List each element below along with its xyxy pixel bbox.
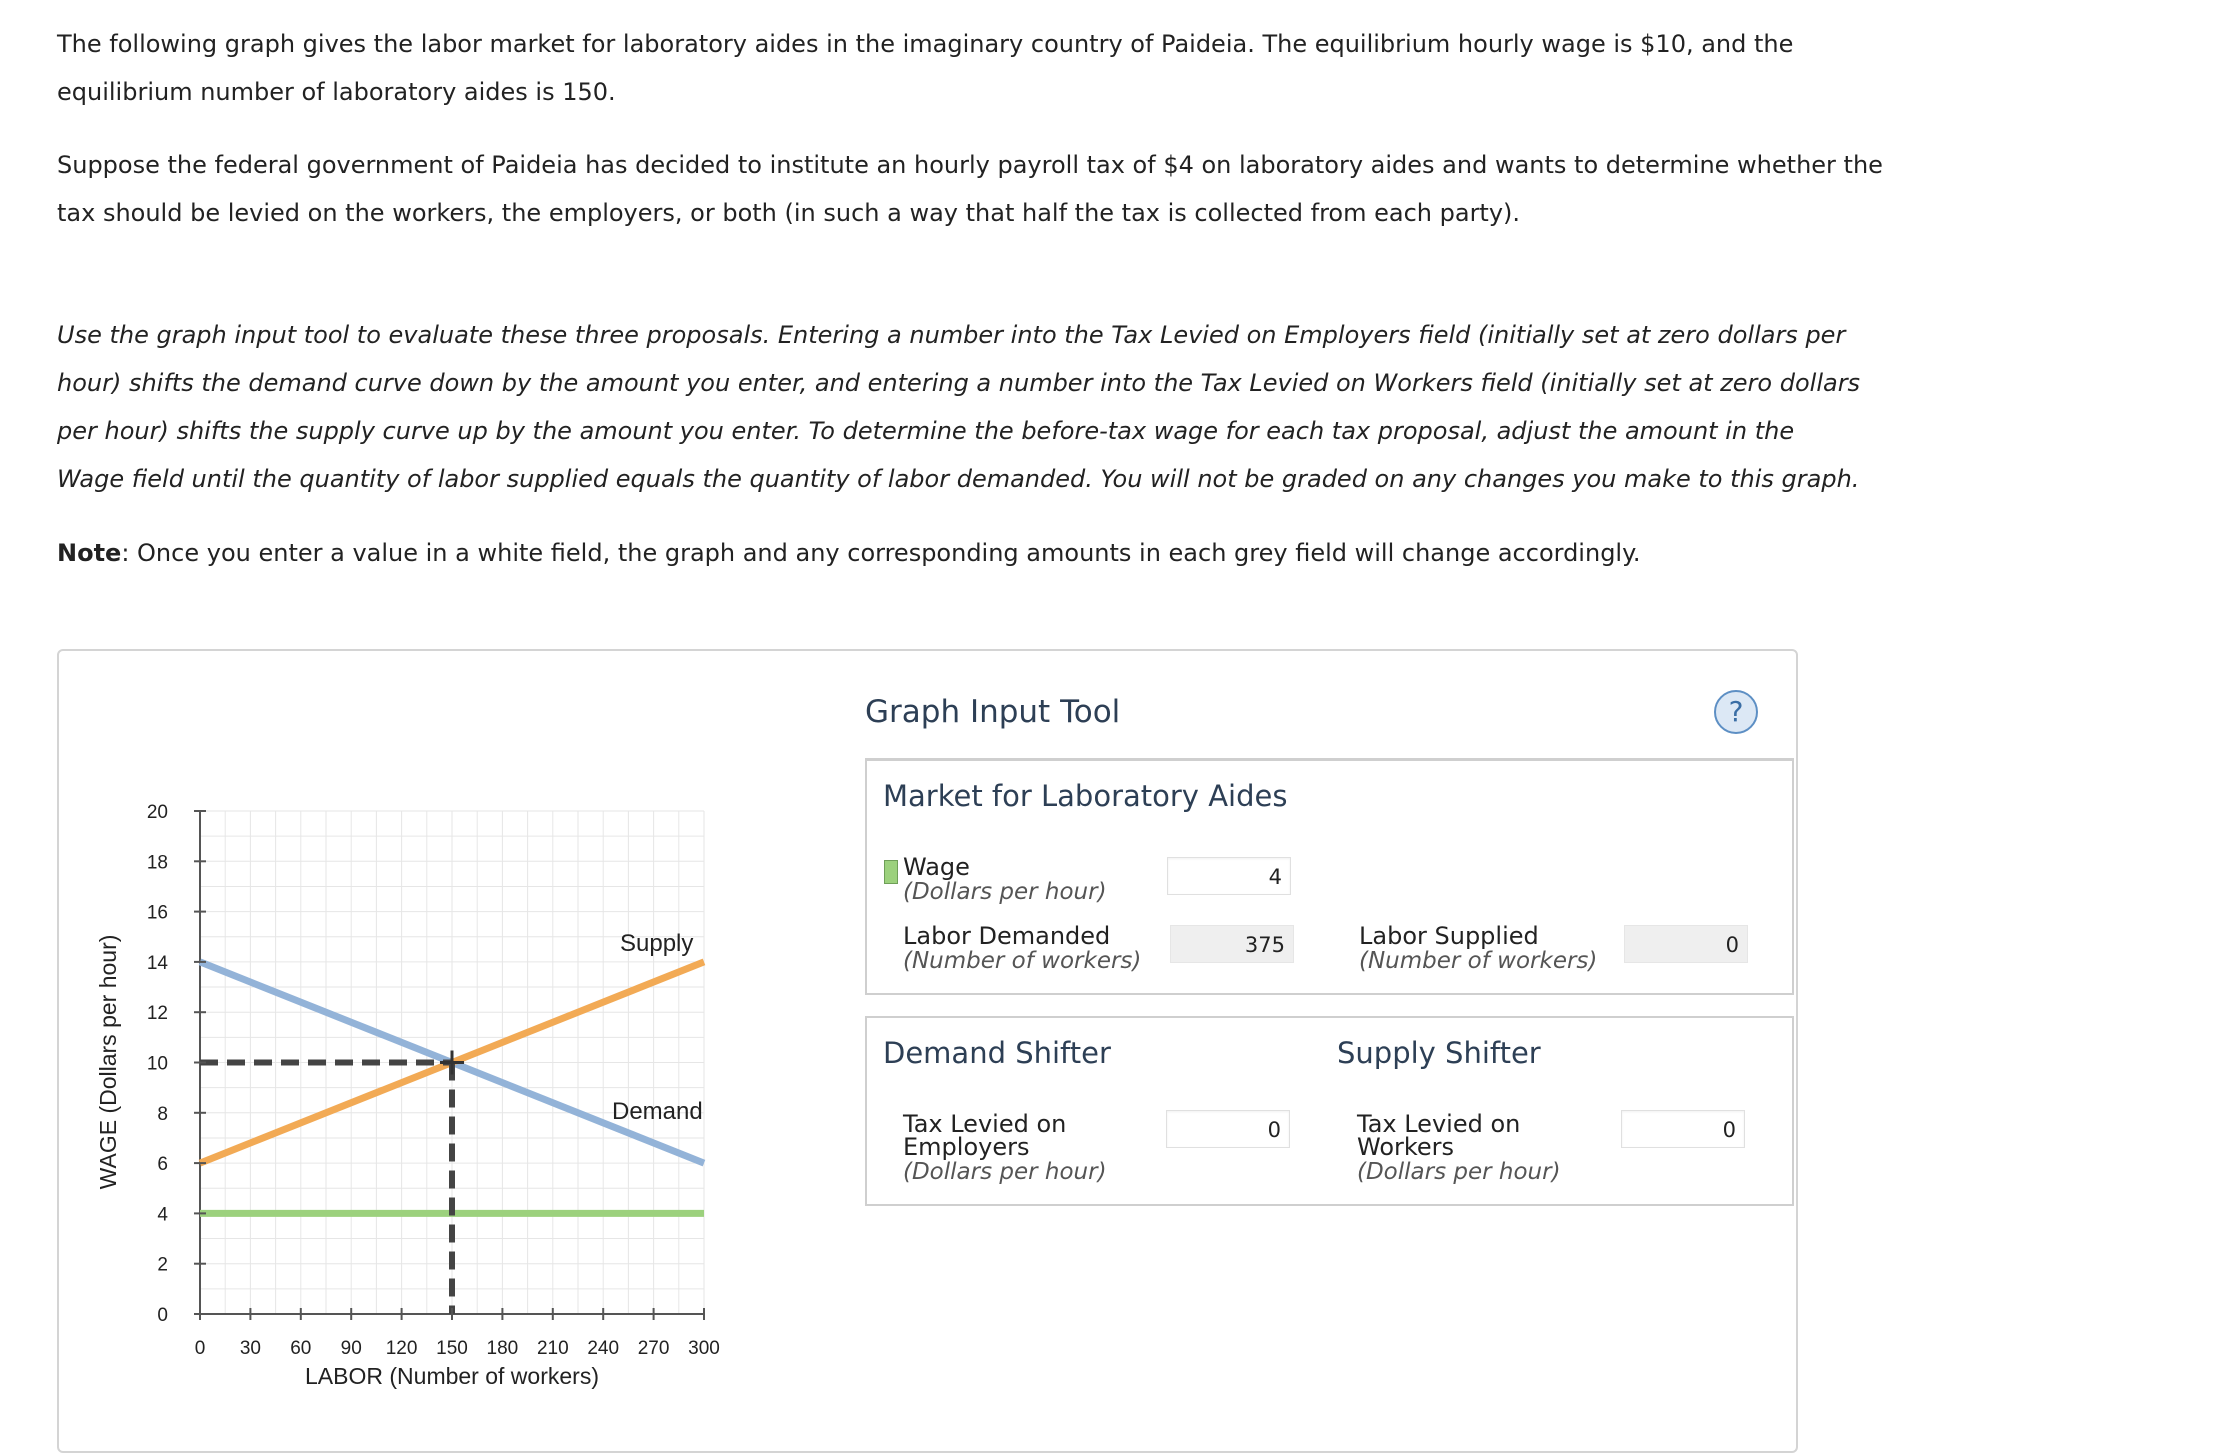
wage-label: Wage (903, 853, 970, 881)
demand-shifter-title: Demand Shifter (883, 1036, 1111, 1070)
chart-ticks (147, 802, 720, 1359)
tax-employers-input[interactable]: 0 (1166, 1110, 1290, 1148)
x-tick-label: 0 (194, 1338, 206, 1359)
x-tick-label: 150 (436, 1338, 468, 1359)
labor-supplied-unit: (Number of workers) (1359, 948, 1598, 974)
y-tick-label: 8 (157, 1103, 168, 1125)
y-tick-label: 16 (146, 902, 168, 924)
intro-p2-line1: Suppose the federal government of Paideia has decided to institute an hourly payroll tax of $4 on laboratory aides and wants to determine whether the (57, 151, 1883, 179)
x-tick-label: 270 (637, 1338, 670, 1359)
wage-input[interactable]: 4 (1167, 857, 1291, 895)
instr-line1: Use the graph input tool to evaluate these three proposals. Entering a number into the Tax Levied on Employers field (initially set at zero dollars per (57, 321, 1846, 349)
y-tick-label: 10 (146, 1053, 168, 1075)
labor-demanded-unit: (Number of workers) (903, 948, 1142, 974)
intro-p1-line1: The following graph gives the labor market for laboratory aides in the imaginary country of Paideia. The equilibrium hourly wage is $10, and the (57, 30, 1794, 58)
tax-employers-unit: (Dollars per hour) (903, 1159, 1107, 1185)
x-axis-label: LABOR (Number of workers) (305, 1363, 599, 1389)
y-tick-label: 4 (157, 1204, 168, 1226)
intro-p2-line2: tax should be levied on the workers, the employers, or both (in such a way that half the tax is collected from each party). (57, 199, 1521, 227)
y-axis-label: WAGE (Dollars per hour) (95, 934, 121, 1190)
x-tick-label: 60 (290, 1338, 312, 1359)
wage-swatch (884, 860, 898, 884)
y-tick-label: 2 (157, 1254, 168, 1276)
intro-p1-line2: equilibrium number of laboratory aides is 150. (57, 78, 616, 106)
note-text: : Once you enter a value in a white field, the graph and any corresponding amounts in each grey field will change accordingly. (121, 539, 1641, 567)
x-tick-label: 30 (239, 1338, 261, 1359)
y-tick-label: 6 (157, 1154, 168, 1176)
x-tick-label: 90 (340, 1338, 362, 1359)
x-tick-label: 210 (536, 1338, 569, 1359)
y-tick-label: 14 (146, 952, 168, 974)
tax-workers-unit: (Dollars per hour) (1357, 1159, 1561, 1185)
help-button[interactable]: ? (1714, 690, 1758, 734)
wage-unit: (Dollars per hour) (903, 879, 1107, 905)
y-tick-label: 12 (146, 1003, 168, 1025)
market-panel-title: Market for Laboratory Aides (883, 779, 1288, 813)
graph-input-tool-title: Graph Input Tool (865, 694, 1121, 730)
labor-supplied-label: Labor Supplied (1359, 922, 1539, 950)
supply-curve-label: Supply (620, 930, 694, 957)
tax-workers-input[interactable]: 0 (1621, 1110, 1745, 1148)
tax-employers-label-line1: Tax Levied on (903, 1110, 1067, 1138)
x-tick-label: 240 (587, 1338, 620, 1359)
x-tick-label: 300 (688, 1338, 720, 1359)
y-tick-label: 20 (146, 802, 168, 823)
tax-workers-label-line1: Tax Levied on (1357, 1110, 1521, 1138)
y-tick-label: 18 (146, 852, 168, 874)
supply-shifter-title: Supply Shifter (1337, 1036, 1541, 1070)
tax-employers-label-line2: Employers (903, 1133, 1030, 1161)
instr-line4: Wage field until the quantity of labor supplied equals the quantity of labor demanded. You will not be graded on any changes you make to this graph. (57, 465, 1860, 493)
instr-line2: hour) shifts the demand curve down by the amount you enter, and entering a number into the Tax Levied on Workers field (initially set at zero dollars (57, 369, 1861, 397)
x-tick-label: 180 (486, 1338, 519, 1359)
note-label: Note (57, 539, 122, 567)
demand-curve-label: Demand (612, 1098, 703, 1125)
labor-supplied-value: 0 (1624, 925, 1748, 963)
y-tick-label: 0 (157, 1305, 168, 1326)
labor-demanded-value: 375 (1170, 925, 1294, 963)
labor-demanded-label: Labor Demanded (903, 922, 1111, 950)
x-tick-label: 120 (385, 1338, 418, 1359)
instr-line3: per hour) shifts the supply curve up by the amount you enter. To determine the before-tax wage for each tax proposal, adjust the amount in the (57, 417, 1795, 445)
tax-workers-label-line2: Workers (1357, 1133, 1455, 1161)
